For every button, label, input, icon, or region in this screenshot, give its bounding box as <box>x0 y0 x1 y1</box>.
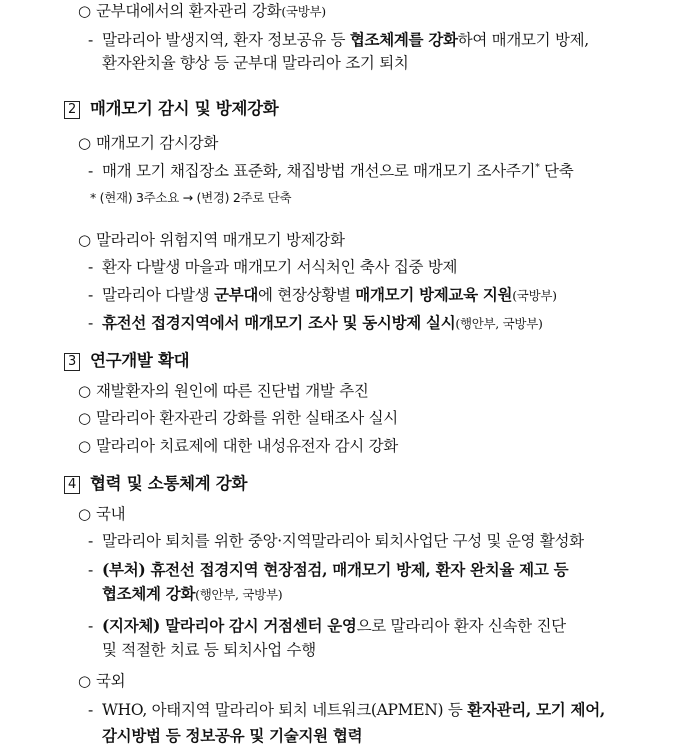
section-heading-3: 3 연구개발 확대 <box>64 350 189 372</box>
bullet-risk-area-control: ○ 말라리아 위험지역 매개모기 방제강화 <box>78 231 345 249</box>
sub-item-military-education: - 말라리아 다발생 군부대에 현장상황별 매개모기 방제교육 지원(국방부) <box>88 285 557 304</box>
bullet-military-patient-management: ○ 군부대에서의 환자관리 강화(국방부) <box>78 2 326 20</box>
bullet-resistance-gene-surveillance: ○ 말라리아 치료제에 대한 내성유전자 감시 강화 <box>78 437 398 455</box>
bullet-relapse-diagnosis: ○ 재발환자의 원인에 따른 진단법 개발 추진 <box>78 382 369 400</box>
sub-item-collection-standardization: - 매개 모기 채집장소 표준화, 채집방법 개선으로 매개모기 조사주기* 단축 <box>88 162 574 181</box>
sub-item-info-sharing: - 말라리아 발생지역, 환자 정보공유 등 협조체계를 강화하여 매개모기 방제, <box>88 30 589 49</box>
sub-item-who-apmen-continuation: 감시방법 등 정보공유 및 기술지원 협력 <box>102 726 363 745</box>
footnote-survey-cycle: * (현재) 3주소요 → (변경) 2주로 단축 <box>90 190 292 205</box>
bullet-mosquito-surveillance: ○ 매개모기 감시강화 <box>78 134 219 152</box>
sub-item-local-government-continuation: 및 적절한 치료 등 퇴치사업 수행 <box>102 641 316 659</box>
sub-item-continuation: 환자완치율 향상 등 군부대 말라리아 조기 퇴치 <box>102 54 409 72</box>
bullet-fact-finding-survey: ○ 말라리아 환자관리 강화를 위한 실태조사 실시 <box>78 409 398 427</box>
sub-item-livestock-control: - 환자 다발생 마을과 매개모기 서식처인 축사 집중 방제 <box>88 258 458 276</box>
sub-item-border-simultaneous-control: - 휴전선 접경지역에서 매개모기 조사 및 동시방제 실시(행안부, 국방부) <box>88 313 543 332</box>
sub-item-who-apmen: - WHO, 아태지역 말라리아 퇴치 네트워크(APMEN) 등 환자관리, 모기 제어, <box>88 700 605 719</box>
sub-item-ministries-continuation: 협조체계 강화(행안부, 국방부) <box>102 584 283 603</box>
sub-item-local-government: - (지자체) 말라리아 감시 거점센터 운영으로 말라리아 환자 신속한 진단 <box>88 616 566 635</box>
section-heading-4: 4 협력 및 소통체계 강화 <box>64 473 247 495</box>
bullet-domestic: ○ 국내 <box>78 505 126 523</box>
sub-item-ministries: - (부처) 휴전선 접경지역 현장점검, 매개모기 방제, 환자 완치율 제고 등 <box>88 560 569 579</box>
sub-item-eradication-task-force: - 말라리아 퇴치를 위한 중앙·지역말라리아 퇴치사업단 구성 및 운영 활성화 <box>88 532 584 550</box>
section-heading-2: 2 매개모기 감시 및 방제강화 <box>64 98 278 120</box>
bullet-international: ○ 국외 <box>78 672 126 690</box>
